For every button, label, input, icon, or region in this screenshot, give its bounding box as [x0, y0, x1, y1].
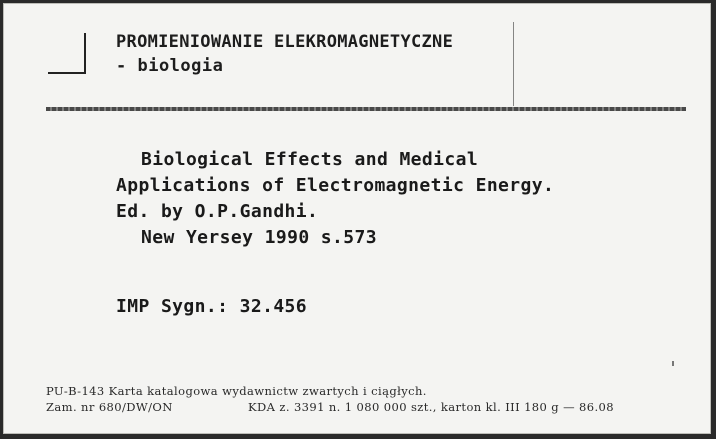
- call-number: IMP Sygn.: 32.456: [116, 296, 308, 317]
- footer-order-number: Zam. nr 680/DW/ON: [46, 400, 173, 414]
- subject-subheading: - biologia: [116, 56, 224, 76]
- footer-form-line: PU-B-143 Karta katalogowa wydawnictw zwartych i ciągłych.: [46, 384, 427, 398]
- title-line-1: Biological Effects and Medical: [141, 149, 479, 170]
- catalog-card: [3, 3, 711, 434]
- subject-heading: PROMIENIOWANIE ELEKROMAGNETYCZNE: [116, 32, 454, 52]
- separator-rule: [46, 107, 686, 111]
- corner-mark-horizontal: [48, 72, 86, 74]
- footer-print-info: KDA z. 3391 n. 1 080 000 szt., karton kl. III 180 g — 86.08: [248, 400, 614, 414]
- guide-line: [513, 22, 514, 106]
- publication-line: New Yersey 1990 s.573: [141, 227, 377, 248]
- title-line-2: Applications of Electromagnetic Energy.: [116, 175, 555, 196]
- editor-line: Ed. by O.P.Gandhi.: [116, 201, 319, 222]
- corner-mark-vertical: [84, 33, 86, 73]
- paper-speck: [672, 361, 674, 366]
